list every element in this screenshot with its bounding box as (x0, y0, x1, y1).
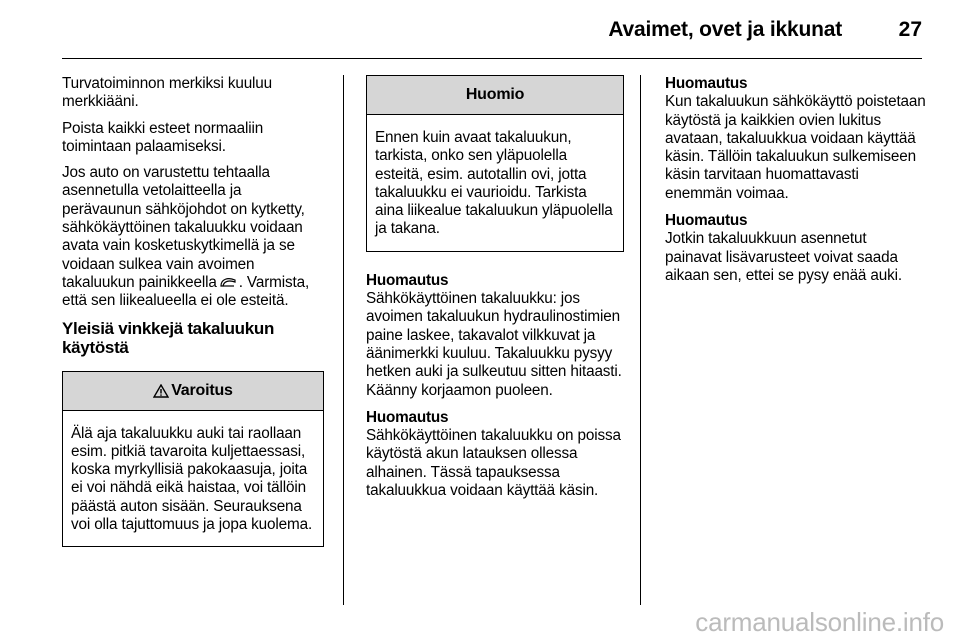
paragraph-text: . Varmista, että sen liikealueella ei ole esteitä. (62, 273, 310, 310)
warning-title: Varoitus (171, 381, 233, 399)
column-left (62, 75, 324, 563)
column-divider (640, 75, 641, 605)
column-right (665, 75, 927, 294)
page-header (62, 14, 922, 59)
note-text: Sähkökäyttöinen takaluukku: jos avoimen takaluukun hydraulinostimien paine laskee, takavalot vilkkuvat ja äänimerkki kuuluu. Takaluukku pysyy hetken auki ja sulkeutuu sitten hitaasti. Käänny korjaamon puoleen. (366, 290, 622, 399)
note-title: Huomautus (665, 212, 748, 230)
note-title: Huomautus (366, 408, 449, 426)
watermark: carmanualsonline.info (695, 607, 944, 637)
warning-header (63, 372, 323, 411)
note-text: Sähkökäyttöinen takaluukku on poissa käytöstä akun latauksen ollessa alhainen. Tässä tapauksessa takaluukkua voidaan käyttää käsin. (366, 427, 621, 500)
section-heading: Yleisiä vinkkejä takaluukun käytöstä (62, 318, 275, 357)
paragraph: Poista kaikki esteet normaaliin toimintaan palaamiseksi. (62, 119, 264, 155)
paragraph (62, 164, 324, 310)
caution-header: Huomio (367, 76, 623, 115)
warning-text: Älä aja takaluukku auki tai raollaan esim. pitkiä tavaroita kuljettaessasi, koska myrkyllisiä pakokaasuja, joita ei voi nähdä eikä haistaa, voi tällöin päästä auton sisään. Seurauksena voi olla tajuttomuus ja jopa kuolema. (71, 424, 313, 534)
note-title: Huomautus (366, 271, 449, 289)
caution-box (366, 75, 624, 252)
page-number: 27 (898, 18, 922, 41)
warning-box (62, 371, 324, 548)
page-title: Avaimet, ovet ja ikkunat (608, 18, 842, 41)
note-text: Jotkin takaluukkuun asennetut painavat lisävarusteet voivat saada aikaan sen, ettei se pysy enää auki. (665, 230, 902, 284)
warning-triangle-icon (153, 384, 169, 398)
column-divider (343, 75, 344, 605)
caution-text: Ennen kuin avaat takaluukun, tarkista, onko sen yläpuolella esteitä, esim. autotallin ovi, jotta takaluukku ei vaurioidu. Tarkista aina liikealue takaluukun yläpuolella ja takana. (375, 129, 613, 238)
note-title: Huomautus (665, 75, 748, 92)
tailgate-button-icon (219, 276, 237, 288)
column-middle (366, 75, 624, 509)
paragraph: Turvatoiminnon merkiksi kuuluu merkkiääni. (62, 75, 273, 111)
note-text: Kun takaluukun sähkökäyttö poistetaan käytöstä ja kaikkien ovien lukitus avataan, takaluukkua voidaan käyttää käsin. Tällöin takaluukun sulkemiseen käsin tarvitaan huomattavasti enemmän voimaa. (665, 93, 926, 202)
paragraph-text: Jos auto on varustettu tehtaalla asennetulla vetolaitteella ja perävaunun sähköjohdot on kytketty, sähkökäyttöinen takaluukku voidaan avata vain kosketuskytkimellä ja se voidaan sulkea vain avoimen takaluukun painikkeella (62, 164, 305, 291)
